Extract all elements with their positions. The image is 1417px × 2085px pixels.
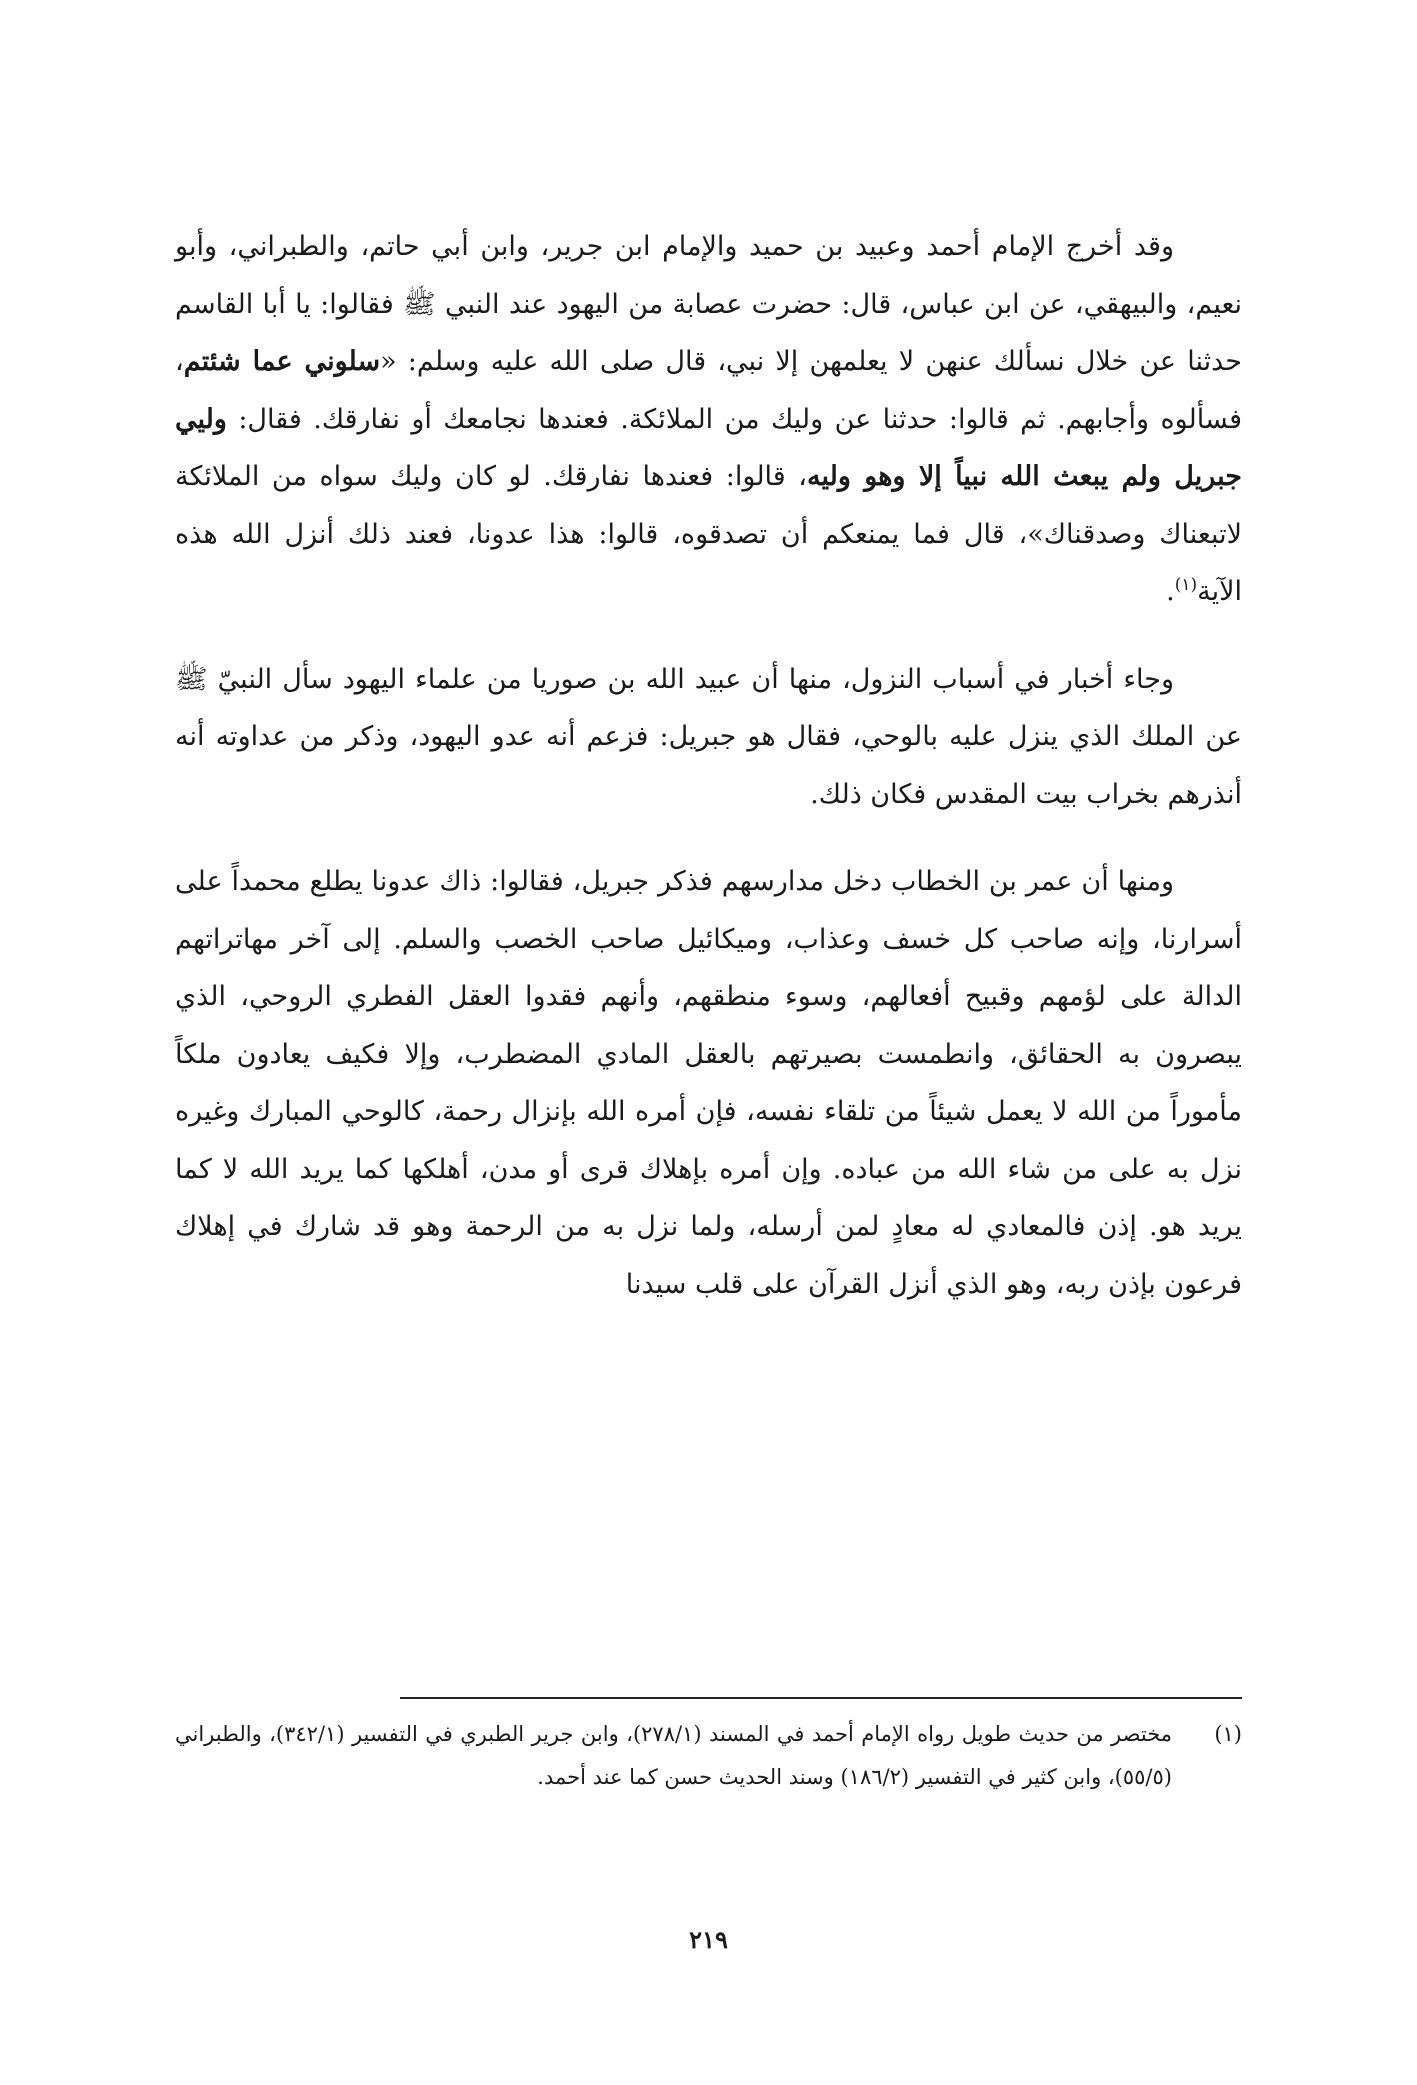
bold-quote: وليي جبريل ولم يبعث الله نبياً إلا وهو وليه [175,403,1242,492]
paragraph-hadith [175,218,1242,621]
paragraph-text: وقد أخرج الإمام أحمد وعبيد بن حميد والإمام ابن جرير، وابن أبي حاتم، والطبراني، وأبو نعيم، والبيهقي، عن ابن عباس، قال: حضرت عصابة من اليهود عند النبي ﷺ فقالوا: يا أبا القاسم حدثنا عن خلال نسألك عنهن لا يعلمهن إلا نبي، قال صلى الله عليه وسلم: « [175,231,1242,377]
footnote-number: (١) [1214,1722,1242,1746]
footnotes [175,1713,1242,1799]
paragraph-text: ، فسألوه وأجابهم. ثم قالوا: حدثنا عن وليك من الملائكة. فعندها نجامعك أو نفارقك. فقال: [175,346,1242,435]
paragraph-umar: ومنها أن عمر بن الخطاب دخل مدارسهم فذكر جبريل، فقالوا: ذاك عدونا يطلع محمداً على أسرارنا، وإنه صاحب كل خسف وعذاب، وميكائيل صاحب الخصب والسلم. إلى آخر مهاتراتهم الدالة على لؤمهم وقبيح أفعالهم، وسوء منطقهم، وأنهم فقدوا العقل الفطري الروحي، الذي يبصرون به الحقائق، وانطمست بصيرتهم بالعقل المادي المضطرب، وإلا فكيف يعادون ملكاً مأموراً من الله لا يعمل شيئاً من تلقاء نفسه، فإن أمره الله بإنزال رحمة، كالوحي المبارك وغيره نزل به على من شاء الله من عباده. وإن أمره بإهلاك قرى أو مدن، أهلكها كما يريد الله لا كما يريد هو. إذن فالمعادي له معادٍ لمن أرسله، ولما نزل به من الرحمة وهو قد شارك في إهلاك فرعون بإذن ربه، وهو الذي أنزل القرآن على قلب سيدنا [175,866,1243,1300]
paragraph-end: . [1166,576,1175,607]
page-number: ٢١٩ [689,1925,728,1954]
paragraph-asbab: وجاء أخبار في أسباب النزول، منها أن عبيد الله بن صوريا من علماء اليهود سأل النبيّ ﷺ عن الملك الذي ينزل عليه بالوحي، فقال هو جبريل: فزعم أنه عدو اليهود، وذكر من عداوته أنه أنذرهم بخراب بيت المقدس فكان ذلك. [175,663,1242,810]
footnote-reference[interactable]: (١) [1174,575,1198,595]
footnote-divider [400,1697,1242,1699]
bold-quote: سلوني عما شئتم [183,346,381,377]
footnote-item [175,1713,1242,1799]
paragraph-text: ، قالوا: فعندها نفارقك. لو كان وليك سواه من الملائكة لاتبعناك وصدقناك»، قال فما يمنعكم أن تصدقوه، قالوا: هذا عدونا، فعند ذلك أنزل الله هذه الآية [175,461,1242,607]
main-text [175,218,1242,1313]
footnote-text: مختصر من حديث طويل رواه الإمام أحمد في المسند (٢٧٨/١)، وابن جرير الطبري في التفسير (٣٤٢/١)، والطبراني (٥٥/٥)، وابن كثير في التفسير (١٨٦/٢) وسند الحديث حسن كما عند أحمد. [175,1722,1173,1789]
